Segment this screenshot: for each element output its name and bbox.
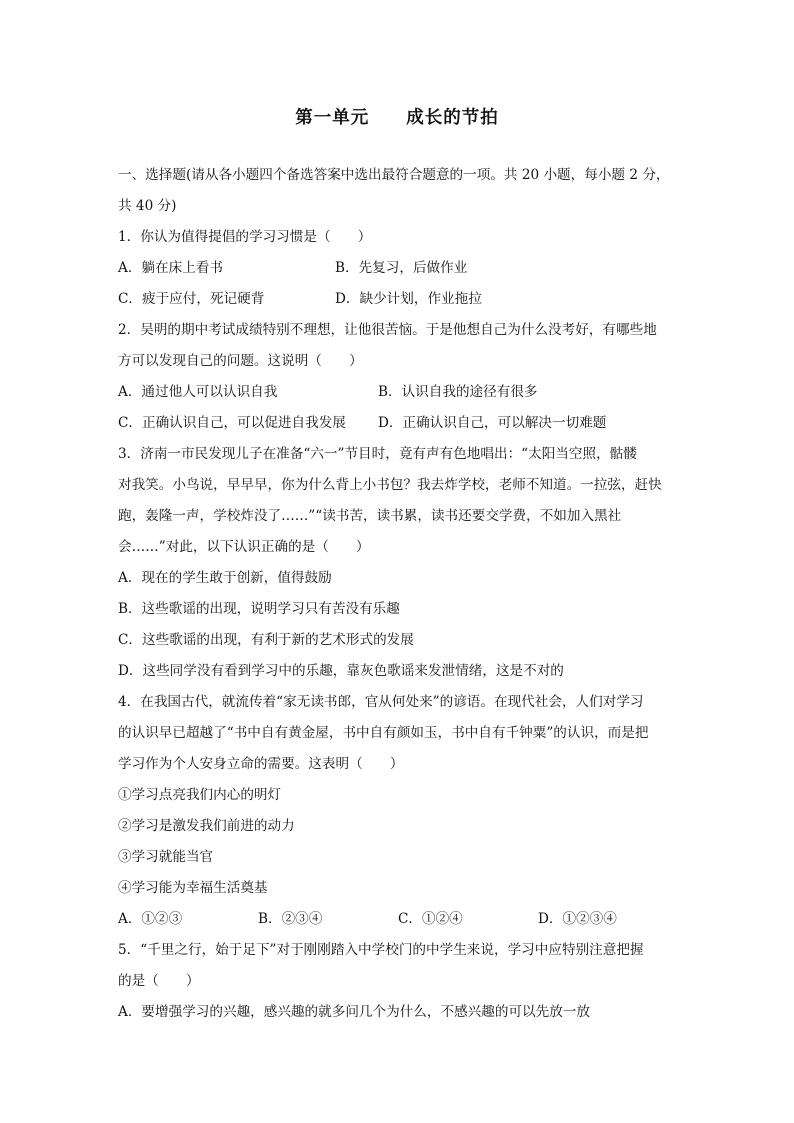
question-2-option-c: C．正确认识自己，可以促进自我发展 xyxy=(118,415,346,431)
question-3-option-c: C．这些歌谣的出现，有利于新的艺术形式的发展 xyxy=(118,632,414,648)
question-3-stem-cont-1: 对我笑。小鸟说，早早早，你为什么背上小书包？我去炸学校，老师不知道。一拉弦，赶快 xyxy=(118,477,662,493)
question-4-options-row xyxy=(118,904,684,935)
question-5-option-a: A．要增强学习的兴趣，感兴趣的就多问几个为什么，不感兴趣的可以先放一放 xyxy=(118,1004,591,1020)
question-5-stem-cont: 的是（ ） xyxy=(118,973,200,989)
section-heading-cont: 共 40 分) xyxy=(118,198,177,214)
question-4-statement-4: ④学习能为幸福生活奠基 xyxy=(118,880,268,896)
question-2-option-b: B．认识自我的途径有很多 xyxy=(378,384,538,400)
question-2-options-row-2 xyxy=(118,408,684,439)
question-3-option-d: D．这些同学没有看到学习中的乐趣，靠灰色歌谣来发泄情绪，这是不对的 xyxy=(118,663,564,679)
question-1-option-a: A．躺在床上看书 xyxy=(118,260,223,276)
question-1-option-c: C．疲于应付，死记硬背 xyxy=(118,291,265,307)
question-4-option-a: A．①②③ xyxy=(118,911,183,927)
question-3-option-a: A．现在的学生敢于创新，值得鼓励 xyxy=(118,570,332,586)
question-4-option-d: D．①②③④ xyxy=(538,911,617,927)
question-2-option-d: D．正确认识自己，可以解决一切难题 xyxy=(378,415,607,431)
question-3-option-b: B．这些歌谣的出现，说明学习只有苦没有乐趣 xyxy=(118,601,400,617)
question-1-options-row-2 xyxy=(118,284,684,315)
question-1-options-row-1 xyxy=(118,253,684,284)
question-4-option-b: B．②③④ xyxy=(258,911,323,927)
question-4-option-c: C．①②④ xyxy=(398,911,463,927)
question-4-stem-cont-2: 学习作为个人安身立命的需要。这表明（ ） xyxy=(118,756,404,772)
question-5-stem: 5．“千里之行，始于足下”对于刚刚踏入中学校门的中学生来说，学习中应特别注意把握 xyxy=(118,942,644,958)
question-1-option-b: B．先复习，后做作业 xyxy=(335,260,468,276)
question-3-stem-cont-2: 跑，轰隆一声，学校炸没了……”“读书苦，读书累，读书还要交学费，不如加入黑社 xyxy=(118,508,622,524)
question-3-stem-cont-3: 会……”对此，以下认识正确的是（ ） xyxy=(118,539,370,555)
page-title: 第一单元 成长的节拍 xyxy=(295,108,499,128)
question-2-stem-cont: 方可以发现自己的问题。这说明（ ） xyxy=(118,353,363,369)
section-heading: 一、选择题(请从各小题四个备选答案中选出最符合题意的一项。共 20 小题，每小题 2 分， xyxy=(118,167,670,183)
question-4-statement-1: ①学习点亮我们内心的明灯 xyxy=(118,787,282,803)
question-list xyxy=(118,160,684,1028)
question-4-stem-cont-1: 的认识早已超越了“书中自有黄金屋，书中自有颜如玉，书中自有千钟粟”的认识，而是把 xyxy=(118,725,649,741)
question-2-options-row-1 xyxy=(118,377,684,408)
question-4-statement-3: ③学习就能当官 xyxy=(118,849,214,865)
question-2-stem: 2．吴明的期中考试成绩特别不理想，让他很苦恼。于是他想自己为什么没考好，有哪些地 xyxy=(118,322,657,338)
question-4-statement-2: ②学习是激发我们前进的动力 xyxy=(118,818,295,834)
question-3-stem: 3．济南一市民发现儿子在准备“六一”节目时，竟有声有色地唱出：“太阳当空照，骷髅 xyxy=(118,446,637,462)
question-1-stem: 1．你认为值得提倡的学习习惯是（ ） xyxy=(118,229,372,245)
question-1-option-d: D．缺少计划，作业拖拉 xyxy=(335,291,482,307)
question-4-stem: 4．在我国古代，就流传着“家无读书郎，官从何处来”的谚语。在现代社会，人们对学习 xyxy=(118,694,644,710)
question-2-option-a: A．通过他人可以认识自我 xyxy=(118,384,278,400)
